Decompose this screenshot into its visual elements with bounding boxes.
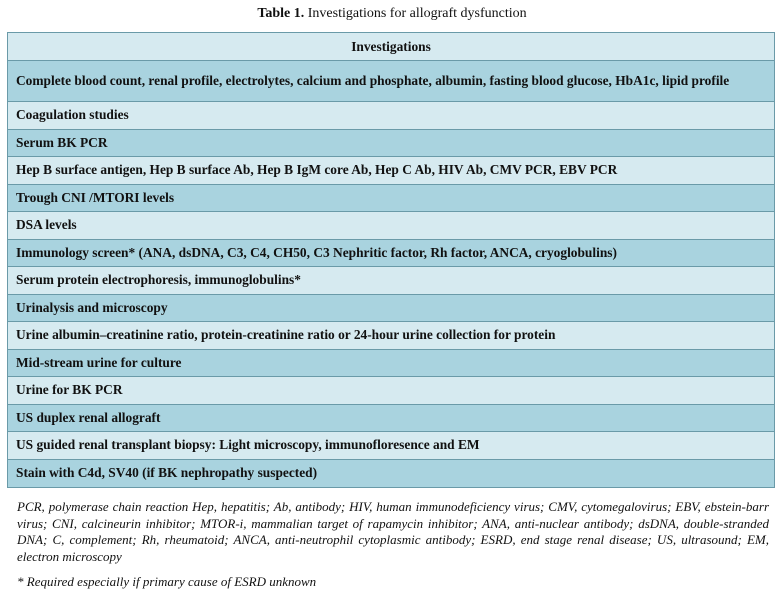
caption-label: Table 1. [257, 6, 305, 21]
table-row: DSA levels [8, 212, 774, 240]
abbreviation-notes: PCR, polymerase chain reaction Hep, hepatitis; Ab, antibody; HIV, human immunodeficiency virus; CMV, cytomegalovirus; EBV, ebstein-barr virus; CNI, calcineurin inhibitor; MTOR-i, mammalian target of rapamycin inhibitor; ANA, anti-nuclear antibody; dsDNA, double-stranded DNA; C, complement; Rh, rheumatoid; ANCA, anti-neutrophil cytoplasmic antibody; ESRD, end stage renal disease; US, ultrasound; EM, electron microscopy [17, 499, 769, 564]
table-row: Immunology screen* (ANA, dsDNA, C3, C4, CH50, C3 Nephritic factor, Rh factor, ANCA, cryoglobulins) [8, 240, 774, 268]
table-row: Trough CNI /MTORI levels [8, 185, 774, 213]
table-row: Coagulation studies [8, 102, 774, 130]
table-row: Stain with C4d, SV40 (if BK nephropathy suspected) [8, 460, 774, 488]
table-row: Urine for BK PCR [8, 377, 774, 405]
table-row: Urine albumin–creatinine ratio, protein-creatinine ratio or 24-hour urine collection for protein [8, 322, 774, 350]
footnote: * Required especially if primary cause of ESRD unknown [17, 574, 317, 589]
caption-text: Investigations for allograft dysfunction [307, 6, 527, 21]
investigations-table [7, 32, 775, 488]
table-row: Serum BK PCR [8, 130, 774, 158]
table-caption [0, 6, 784, 22]
table-header: Investigations [8, 33, 774, 61]
table-row: Complete blood count, renal profile, electrolytes, calcium and phosphate, albumin, fasting blood glucose, HbA1c, lipid profile [8, 61, 774, 102]
table-row: Hep B surface antigen, Hep B surface Ab, Hep B IgM core Ab, Hep C Ab, HIV Ab, CMV PCR, EBV PCR [8, 157, 774, 185]
table-row: Serum protein electrophoresis, immunoglobulins* [8, 267, 774, 295]
table-row: US guided renal transplant biopsy: Light microscopy, immunofloresence and EM [8, 432, 774, 460]
table-row: Urinalysis and microscopy [8, 295, 774, 323]
table-row: US duplex renal allograft [8, 405, 774, 433]
table-row: Mid-stream urine for culture [8, 350, 774, 378]
